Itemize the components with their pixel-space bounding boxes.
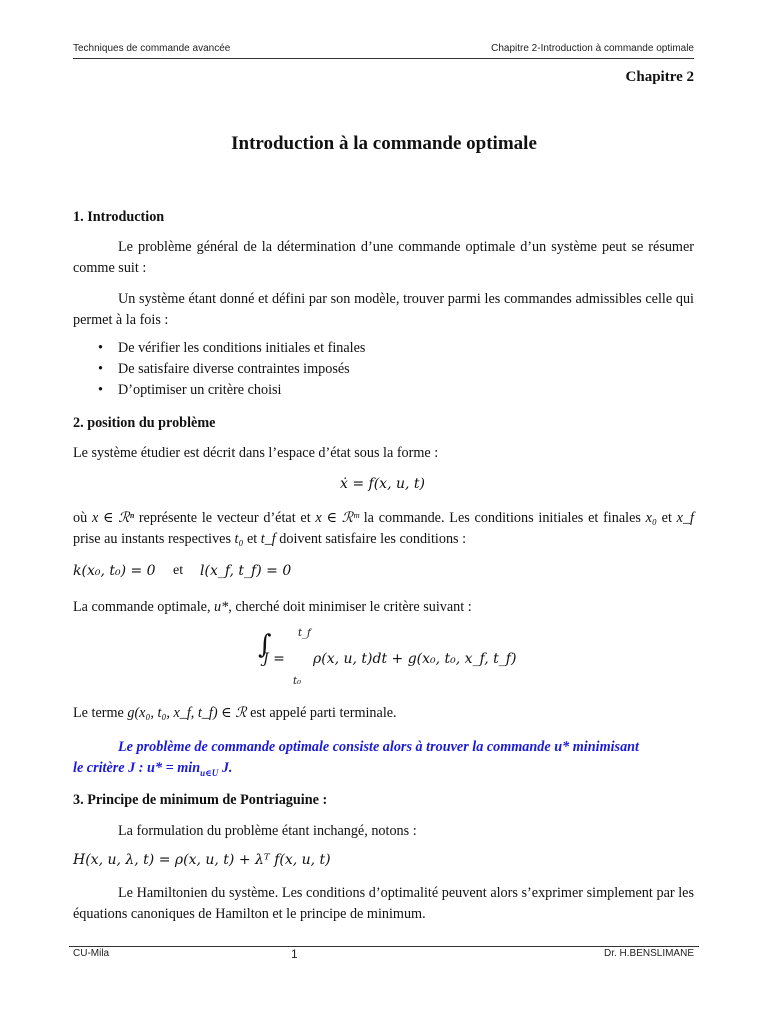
integral-lower-limit: t₀ <box>293 676 302 687</box>
page-number: 1 <box>291 947 298 961</box>
criterion-lhs: J = <box>263 651 285 667</box>
criterion-rhs: ρ(x, u, t)dt + g(x₀, t₀, x_f, t_f) <box>313 651 517 667</box>
initial-condition-equation: k(x₀, t₀) = 0 <box>73 563 156 579</box>
bullet-icon: • <box>98 382 103 398</box>
final-condition-equation: l(x_f, t_f) = 0 <box>200 563 292 579</box>
section-2-paragraph-3: La commande optimale, u*, cherché doit minimiser le critère suivant : <box>73 599 472 615</box>
section-2-paragraph-2: où x ∈ ℛⁿ représente le vecteur d’état et x ∈ ℛᵐ la commande. Les conditions initiales et finales x₀ et x_f prise au instants respectives t₀ et t_f doivent satisfaire les conditions : <box>73 510 694 547</box>
section-3-paragraph-2: Le Hamiltonien du système. Les conditions d’optimalité peuvent alors s’exprimer simplement par les équations canoniques de Hamilton et le principe de minimum. <box>73 885 694 922</box>
bullet-icon: • <box>98 361 103 377</box>
header-left: Techniques de commande avancée <box>73 43 231 54</box>
equation-connector: et <box>173 563 184 578</box>
page-footer <box>73 948 694 962</box>
highlighted-statement-2: le critère J : $u* = \min_{u\in U} J$. <box>73 760 233 778</box>
header-rule <box>73 58 694 59</box>
highlighted-statement: Le problème de commande optimale consiste alors à trouver la commande u* minimisant <box>118 739 639 755</box>
section-3-heading: 3. Principe de minimum de Pontriaguine : <box>73 792 328 808</box>
integral-sign-icon: ∫ <box>258 630 272 660</box>
footer-rule <box>69 946 699 947</box>
page-header <box>73 43 694 57</box>
section-1-paragraph-2: Un système étant donné et défini par son modèle, trouver parmi les commandes admissibles celle qui permet à la fois : <box>73 291 694 328</box>
state-equation: ẋ = f(x, u, t) <box>340 476 425 492</box>
page-title: Introduction à la commande optimale <box>231 133 537 154</box>
bullet-icon: • <box>98 340 103 356</box>
footer-left: CU-Mila <box>73 948 110 959</box>
section-3-paragraph-1: La formulation du problème étant inchangé, notons : <box>118 823 417 839</box>
section-2-paragraph-4: Le terme g(x₀, t₀, x_f, t_f) ∈ ℛ est appelé parti terminale. <box>73 705 397 721</box>
section-2-heading: 2. position du problème <box>73 415 216 431</box>
section-1-heading: 1. Introduction <box>73 209 165 225</box>
hamiltonian-equation: H(x, u, λ, t) = ρ(x, u, t) + λᵀ f(x, u, t) <box>73 852 331 868</box>
document-page: Techniques de commande avancée Chapitre 2-Introduction à commande optimale Chapitre 2 Introduction à la commande optimale 1. Introduction Le problème général de la détermination d’une commande optimale d’un système peut se résumer comme suit : Un système étant donné et défini par son modèle, trouver parmi les commandes admissibles celle qui permet à la fois : • De vérifier les conditions initiales et finales • De satisfaire diverse contraintes imposés • D’optimiser un critère choisi 2. position du problème Le système étudier est décrit dans l’espace d’état sous la forme : ẋ = f(x, u, t) où x ∈ ℛⁿ représente le vecteur d’état et x ∈ ℛᵐ la commande. Les conditions initiales et finales x₀ et x_f prise au instants respectives t₀ et t_f doivent satisfaire les conditions : k(x₀, t₀) = 0 et l(x_f, t_f) = 0 La commande optimale, u*, cherché doit minimiser le critère suivant : t_f J = ∫ ρ(x, u, t)dt + g(x₀, t₀, x_f, t_f) t₀ Le terme g(x₀, t₀, x_f, t_f) ∈ ℛ est appelé parti terminale. Le problème de commande optimale consiste alors à trouver la commande u* minimisant le critère J : $u* = \min_{u\in U} J$. 3. Principe de minimum de Pontriaguine : La formulation du problème étant inchangé, notons : H(x, u, λ, t) = ρ(x, u, t) + λᵀ f(x, u, t) Le Hamiltonien du système. Les conditions d’optimalité peuvent alors s’exprimer simplement par les équations canoniques de Hamilton et le principe de minimum. CU-Mila 1 Dr. H.BENSLIMANE <box>0 0 768 1024</box>
footer-right: Dr. H.BENSLIMANE <box>603 948 694 959</box>
section-1-paragraph-1: Le problème général de la détermination d’une commande optimale d’un système peut se résumer comme suit : <box>73 239 694 276</box>
integral-upper-limit: t_f <box>298 628 311 639</box>
chapter-label: Chapitre 2 <box>625 69 694 85</box>
header-right: Chapitre 2-Introduction à commande optimale <box>491 43 694 54</box>
section-2-paragraph-1: Le système étudier est décrit dans l’espace d’état sous la forme : <box>73 445 439 461</box>
